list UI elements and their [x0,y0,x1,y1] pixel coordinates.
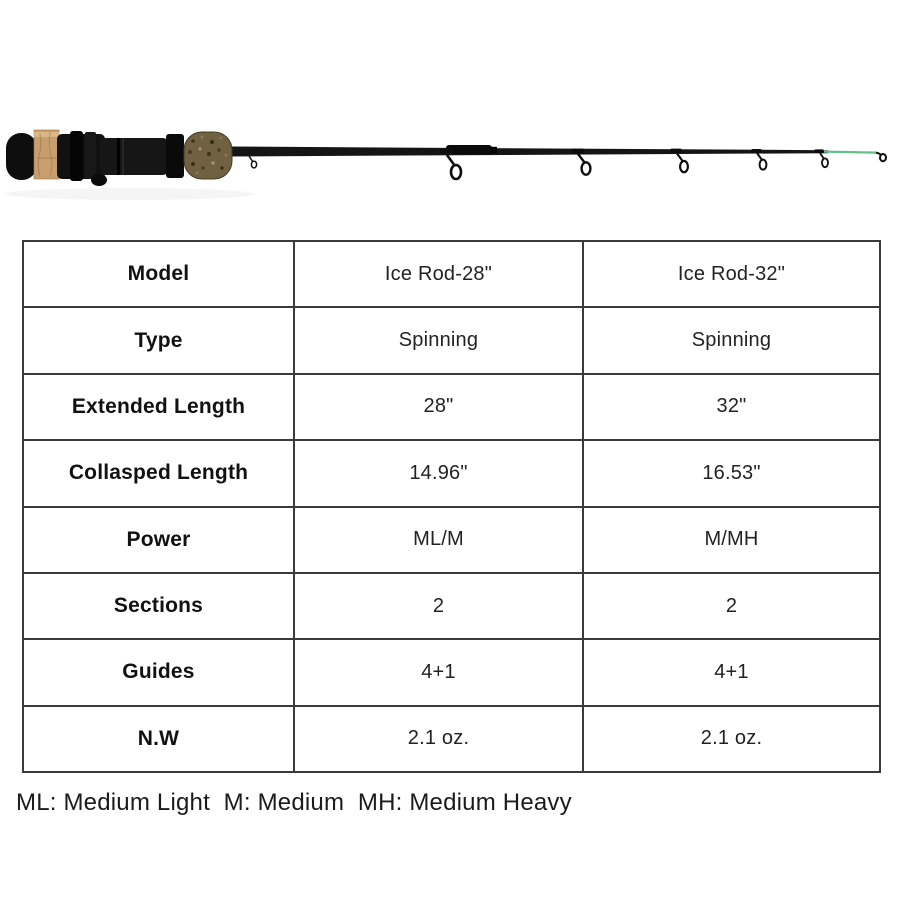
ferrule-step [491,147,497,153]
spec-value-collapsed-length-1: 14.96" [294,440,583,506]
spec-label-collapsed-length: Collasped Length [23,440,294,506]
spec-value-type-2: Spinning [583,307,880,373]
spec-row-guides [23,639,880,705]
spec-row-model [23,241,880,307]
spec-value-power-2: M/MH [583,507,880,573]
spec-row-collapsed-length [23,440,880,506]
spec-value-extended-length-1: 28" [294,374,583,440]
spec-label-net-weight: N.W [23,706,294,772]
spec-row-power [23,507,880,573]
reel-seat-ring2 [85,132,96,179]
spec-value-power-1: ML/M [294,507,583,573]
foregrip [184,132,232,179]
rod-handle [6,130,232,186]
butt-cap [6,133,37,180]
handle-shadow [5,188,255,200]
spec-value-model-1: Ice Rod-28" [294,241,583,307]
spec-value-net-weight-1: 2.1 oz. [294,706,583,772]
rod-blank [229,147,828,157]
spec-label-extended-length: Extended Length [23,374,294,440]
handle-ridge [117,138,120,175]
spec-label-guides: Guides [23,639,294,705]
spec-value-net-weight-2: 2.1 oz. [583,706,880,772]
spec-label-sections: Sections [23,573,294,639]
spec-label-model: Model [23,241,294,307]
spec-value-guides-2: 4+1 [583,639,880,705]
tip-top-guide [876,152,886,161]
spec-value-collapsed-length-2: 16.53" [583,440,880,506]
power-legend: ML: Medium Light M: Medium MH: Medium Heavy [16,789,572,816]
spec-value-guides-1: 4+1 [294,639,583,705]
tip-section [824,152,876,153]
spec-row-net-weight [23,706,880,772]
front-collar [166,134,184,178]
reel-seat-hood [91,174,107,186]
spec-row-type [23,307,880,373]
rod-photo [0,0,900,235]
spec-row-sections [23,573,880,639]
spec-value-extended-length-2: 32" [583,374,880,440]
cork-ring [34,130,59,179]
spec-table [22,240,881,773]
handle-mid [100,138,168,175]
spec-row-extended-length [23,374,880,440]
handle-ridge2 [122,138,124,175]
spec-label-power: Power [23,507,294,573]
spec-value-type-1: Spinning [294,307,583,373]
reel-seat-ring [70,131,83,181]
spec-value-model-2: Ice Rod-32" [583,241,880,307]
hook-keeper [249,156,257,168]
spec-label-type: Type [23,307,294,373]
rod-image [0,0,900,235]
spec-value-sections-2: 2 [583,573,880,639]
spec-value-sections-1: 2 [294,573,583,639]
